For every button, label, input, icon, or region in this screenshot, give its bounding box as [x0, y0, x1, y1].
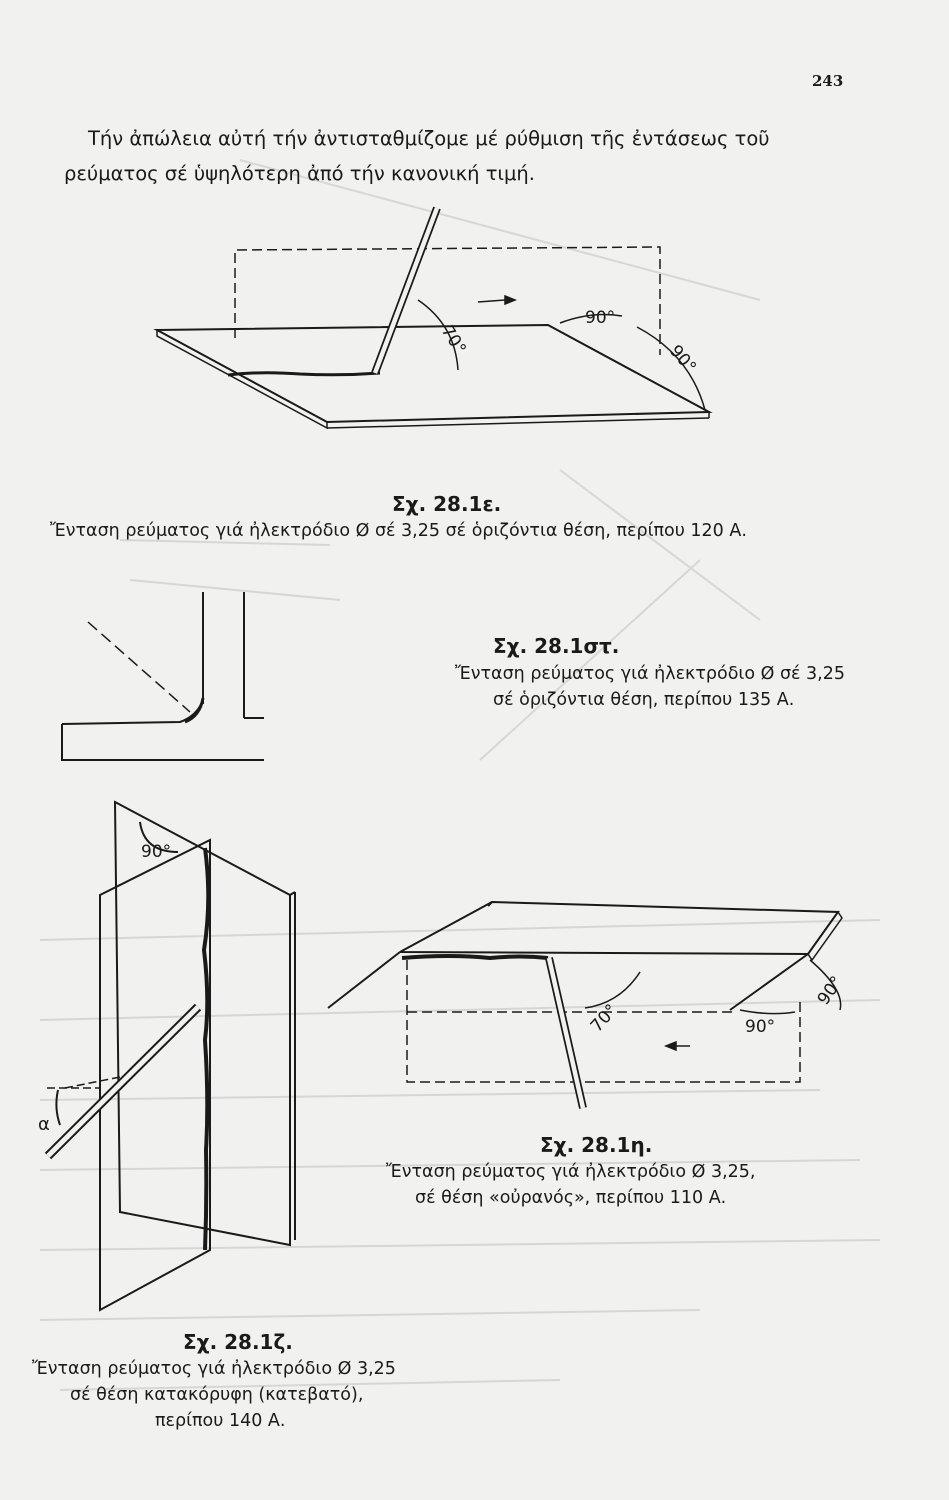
fig-i-arc-90-bottom [740, 1010, 795, 1014]
fig-st-axis-dashed [88, 622, 190, 712]
fig-e-direction-arrow [505, 296, 515, 304]
figure-28-1z-drawing [0, 790, 330, 1320]
fig-z-arc-alpha [56, 1090, 60, 1125]
fig-28-1i-caption-line-2: σέ θέση «οὐρανός», περίπου 110 Α. [415, 1188, 727, 1208]
fig-28-1i-caption-line-1: Ἔνταση ρεύματος γιά ἠλεκτρόδιο Ø 3,25, [386, 1162, 756, 1182]
fig-i-electrode [549, 958, 583, 1108]
fig-z-electrode [48, 1007, 198, 1156]
figure-28-1e-drawing [0, 0, 949, 500]
fig-28-1st-caption-line-1: Ἔνταση ρεύματος γιά ἠλεκτρόδιο Ø σέ 3,25 [455, 664, 846, 684]
fig-z-angle-alpha: α [38, 1114, 50, 1135]
fig-e-weld-bead [228, 373, 380, 375]
fig-28-1e-caption: Ἔνταση ρεύματος γιά ἠλεκτρόδιο Ø σέ 3,25 σέ ὁριζόντια θέση, περίπου 120 Α. [50, 521, 747, 541]
fig-i-direction-arrow [666, 1042, 676, 1050]
fig-28-1st-caption-line-2: σέ ὁριζόντια θέση, περίπου 135 Α. [493, 690, 795, 710]
fig-e-angle-90-top: 90° [585, 308, 616, 328]
fig-e-electrode [375, 208, 437, 373]
fig-i-weld-bead [402, 956, 548, 958]
fig-e-angle-90-side: 90° [665, 341, 700, 378]
fig-st-base-plate [62, 700, 264, 760]
fig-28-1z-caption-line-2: σέ θέση κατακόρυφη (κατεβατό), [70, 1385, 364, 1405]
fig-28-1e-label: Σχ. 28.1ε. [392, 492, 502, 516]
fig-i-angle-90-side: 90° [813, 972, 848, 1009]
fig-i-plate-edge [808, 912, 842, 960]
figure-28-1st-drawing [0, 580, 330, 770]
fig-28-1i-label: Σχ. 28.1η. [540, 1133, 653, 1157]
intro-line-1: Τήν ἀπώλεια αὐτή τήν ἀντισταθμίζομε μέ ρύθμιση τῆς ἐντάσεως τοῦ [88, 127, 770, 150]
intro-line-2: ρεύματος σέ ὑψηλότερη ἀπό τήν κανονική τιμή. [64, 162, 535, 185]
fig-i-plate-top [400, 902, 838, 954]
fig-28-1z-caption-line-3: περίπου 140 Α. [155, 1411, 286, 1431]
fig-28-1z-caption-line-1: Ἔνταση ρεύματος γιά ἠλεκτρόδιο Ø 3,25 [32, 1359, 396, 1379]
figure-28-1i-drawing [300, 890, 860, 1140]
fig-z-plate-right [115, 802, 290, 1245]
fig-28-1z-label: Σχ. 28.1ζ. [183, 1330, 293, 1354]
fig-i-arc-70 [585, 972, 640, 1008]
fig-z-angle-90: 90° [141, 842, 172, 862]
fig-z-weld-bead [204, 848, 208, 1250]
fig-28-1st-label: Σχ. 28.1στ. [493, 634, 620, 658]
page-number: 243 [812, 72, 844, 90]
fig-i-angle-70: 70° [586, 1000, 622, 1037]
fig-e-angle-70: 70° [436, 322, 470, 359]
fig-i-angle-90-bottom: 90° [745, 1017, 776, 1037]
